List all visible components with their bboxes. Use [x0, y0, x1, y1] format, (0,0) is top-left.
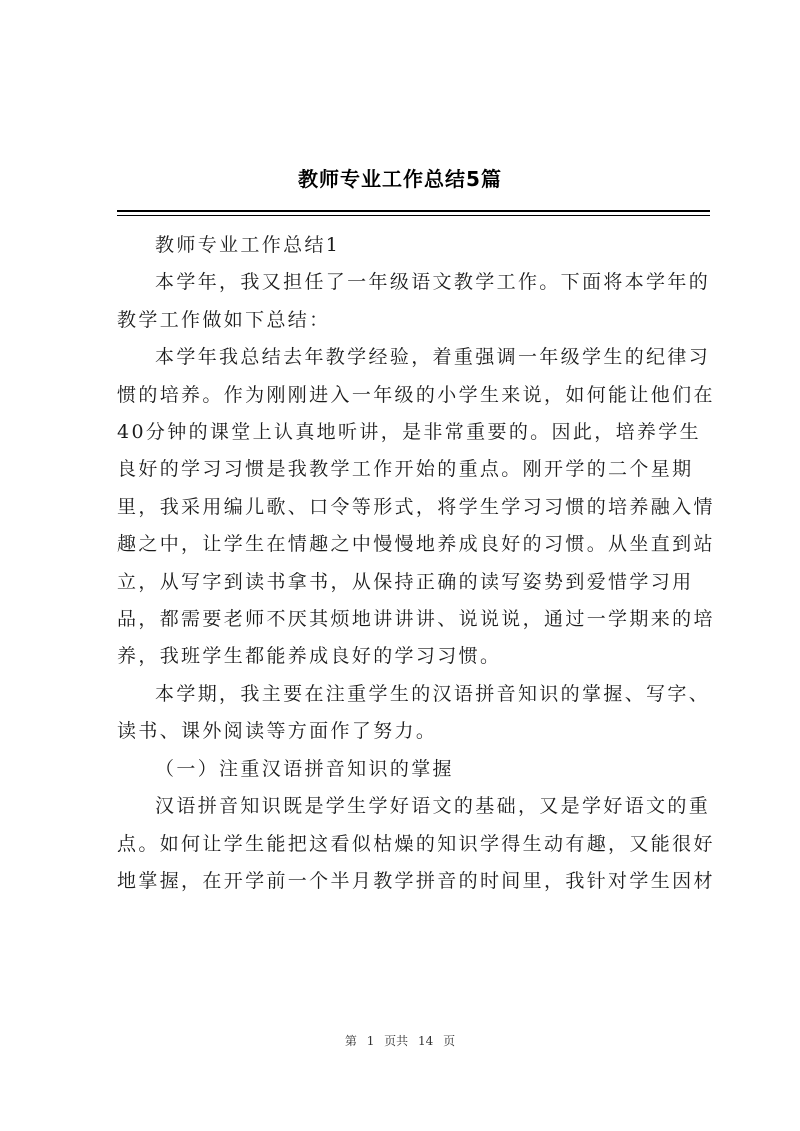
paragraph-line: 读书、课外阅读等方面作了努力。 — [117, 720, 438, 743]
title-rule-thick — [117, 210, 710, 212]
paragraph-line: 教师专业工作总结1 — [155, 234, 341, 256]
page-footer — [0, 1032, 800, 1049]
footer-prefix: 第 — [344, 1034, 357, 1048]
paragraph-line: 点。如何让学生能把这看似枯燥的知识学得生动有趣，又能很好 — [117, 832, 715, 855]
document-title: 教师专业工作总结5篇 — [298, 167, 502, 191]
paragraph-line: 立，从写字到读书拿书，从保持正确的读写姿势到爱惜学习用 — [117, 570, 694, 593]
paragraph-line: 本学期，我主要在注重学生的汉语拼音知识的掌握、写字、 — [155, 682, 711, 705]
paragraph — [117, 788, 715, 900]
footer-suffix: 页 — [443, 1034, 456, 1048]
footer-total-pages: 14 — [418, 1034, 434, 1048]
title-rule-thin — [117, 215, 710, 216]
paragraph — [117, 227, 710, 264]
paragraph-line: 品，都需要老师不厌其烦地讲讲讲、说说说，通过一学期来的培 — [117, 608, 715, 631]
paragraph-line: 良好的学习习惯是我教学工作开始的重点。刚开学的二个星期 — [117, 458, 694, 481]
footer-page-number: 1 — [366, 1034, 375, 1048]
paragraph — [117, 751, 710, 788]
footer-middle: 页共 — [384, 1034, 409, 1048]
paragraph — [117, 676, 710, 751]
paragraph-line: 趣之中，让学生在情趣之中慢慢地养成良好的习惯。从坐直到站 — [117, 533, 715, 556]
paragraph-line: 里，我采用编儿歌、口令等形式，将学生学习习惯的培养融入情 — [117, 495, 715, 518]
paragraph-line: 教学工作做如下总结： — [117, 308, 331, 331]
paragraph-line: （一）注重汉语拼音知识的掌握 — [155, 757, 454, 780]
paragraph — [117, 339, 715, 676]
paragraph-line: 40分钟的课堂上认真地听讲，是非常重要的。因此，培养学生 — [117, 421, 701, 444]
paragraph-line: 汉语拼音知识既是学生学好语文的基础，又是学好语文的重 — [155, 795, 711, 818]
paragraph-line: 本学年，我又担任了一年级语文教学工作。下面将本学年的 — [155, 271, 711, 294]
paragraph-line: 本学年我总结去年教学经验，着重强调一年级学生的纪律习 — [155, 346, 711, 369]
paragraph — [117, 264, 710, 339]
paragraph-line: 惯的培养。作为刚刚进入一年级的小学生来说，如何能让他们在 — [117, 383, 715, 406]
paragraph-line: 地掌握，在开学前一个半月教学拼音的时间里，我针对学生因材 — [117, 869, 715, 892]
paragraph-line: 养，我班学生都能养成良好的学习习惯。 — [117, 645, 502, 668]
document-body — [117, 227, 715, 900]
